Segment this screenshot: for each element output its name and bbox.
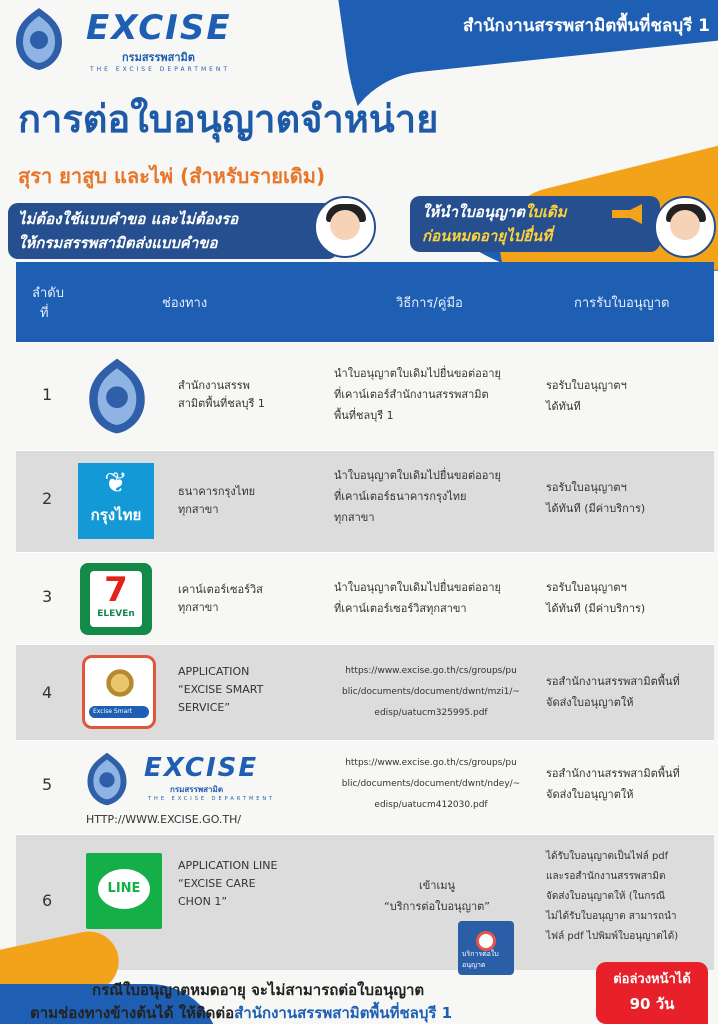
method-line: ที่เคาน์เตอร์เซอร์วิสทุกสาขา xyxy=(334,602,467,615)
channel-line: สำนักงานสรรพ xyxy=(178,379,250,392)
url-line[interactable]: https://www.excise.go.th/cs/groups/pu xyxy=(345,758,517,768)
receive-line: และรอสำนักงานสรรพสามิต xyxy=(546,871,666,882)
table-row xyxy=(16,342,714,450)
page-subtitle: สุรา ยาสูบ และไพ่ (สำหรับรายเดิม) xyxy=(18,164,326,188)
seven-digit-icon: 7 xyxy=(104,570,128,610)
excise-seal-icon xyxy=(10,6,68,72)
table-row xyxy=(16,740,714,834)
excise-logo-word: EXCISE xyxy=(86,8,232,48)
seven-eleven-logo-text: ELEVEn xyxy=(97,609,135,619)
header-order-line2: ที่ xyxy=(40,306,49,321)
line-app-icon xyxy=(86,853,162,929)
channel-line: “EXCISE CARE xyxy=(178,877,256,890)
url-line[interactable]: blic/documents/document/dwnt/ndey/~ xyxy=(341,779,521,789)
table-row xyxy=(16,644,714,740)
banner-right-line2: ก่อนหมดอายุไปยื่นที่ xyxy=(422,227,553,245)
excise-logo-english: THE EXCISE DEPARTMENT xyxy=(148,796,276,802)
footer-office-highlight: สำนักงานสรรพสามิตพื้นที่ชลบุรี 1 xyxy=(234,1004,453,1022)
receive-line: ไฟล์ pdf ไปพิมพ์ใบอนุญาตได้) xyxy=(546,931,679,942)
method-line: ที่เคาน์เตอร์สำนักงานสรรพสามิต xyxy=(334,388,489,401)
receive-line: จัดส่งใบอนุญาตให้ xyxy=(546,788,634,801)
channel-line: “EXCISE SMART xyxy=(178,683,264,696)
receive-line: รอสำนักงานสรรพสามิตพื้นที่ xyxy=(546,675,680,688)
method-line: ทุกสาขา xyxy=(334,511,375,524)
method-line: “บริการต่อใบอนุญาต” xyxy=(384,900,490,913)
method-line: นำใบอนุญาตใบเดิมไปยื่นขอต่ออายุ xyxy=(334,469,501,482)
row-receive xyxy=(546,577,714,619)
seven-eleven-logo xyxy=(80,563,152,635)
krungthai-logo-text: กรุงไทย xyxy=(90,506,142,524)
row-number: 2 xyxy=(42,489,53,508)
row-method xyxy=(362,875,512,917)
channel-line: ธนาคารกรุงไทย xyxy=(178,485,256,498)
receive-line: จัดส่งใบอนุญาตให้ (ในกรณี xyxy=(546,891,666,902)
table-row xyxy=(16,450,714,552)
channel-line: สามิตพื้นที่ชลบุรี 1 xyxy=(178,397,265,410)
row-method-url[interactable] xyxy=(334,753,528,816)
url-line[interactable]: edisp/uatucm325995.pdf xyxy=(374,708,488,718)
row-number: 3 xyxy=(42,587,53,606)
row-receive xyxy=(546,671,714,713)
page-title: การต่อใบอนุญาตจำหน่าย xyxy=(18,97,439,141)
mascot-girl-icon xyxy=(314,196,376,258)
channel-line: SERVICE” xyxy=(178,701,231,714)
receive-line: ได้ทันที (มีค่าบริการ) xyxy=(546,602,646,615)
table-header xyxy=(16,262,714,342)
row-number: 1 xyxy=(42,385,53,404)
excise-seal-icon xyxy=(82,355,152,437)
channel-line: APPLICATION LINE xyxy=(178,859,278,872)
row-channel xyxy=(178,377,265,413)
footer-note-text: ตามช่องทางข้างต้นได้ ให้ติดต่อ xyxy=(30,1004,235,1022)
banner-left-line2: ให้กรมสรรพสามิตส่งแบบคำขอ xyxy=(18,234,218,252)
banner-bring-license xyxy=(410,196,660,252)
excise-logo-word: EXCISE xyxy=(144,753,259,783)
receive-line: ได้ทันที (มีค่าบริการ) xyxy=(546,502,646,515)
channel-line: ทุกสาขา xyxy=(178,503,219,516)
table-row xyxy=(16,552,714,644)
channels-table xyxy=(16,262,714,970)
excise-logo xyxy=(144,753,275,802)
row-method-url[interactable] xyxy=(334,661,528,724)
krungthai-bank-logo xyxy=(78,463,154,539)
excise-seal-icon xyxy=(82,751,132,807)
excise-logo-thai: กรมสรรพสามิต xyxy=(170,785,224,794)
channel-line: เคาน์เตอร์เซอร์วิส xyxy=(178,583,263,596)
excise-crest-icon xyxy=(105,666,135,700)
header-order-line1: ลำดับ xyxy=(32,286,64,301)
excise-website-link[interactable]: HTTP://WWW.EXCISE.GO.TH/ xyxy=(86,813,242,826)
office-title: สำนักงานสรรพสามิตพื้นที่ชลบุรี 1 xyxy=(463,16,710,36)
row-channel xyxy=(178,663,263,717)
excise-logo-english: THE EXCISE DEPARTMENT xyxy=(90,66,231,73)
receive-line: จัดส่งใบอนุญาตให้ xyxy=(546,696,634,709)
method-line: นำใบอนุญาตใบเดิมไปยื่นขอต่ออายุ xyxy=(334,367,501,380)
footer-note-line2 xyxy=(30,1001,452,1024)
channel-line: CHON 1” xyxy=(178,895,228,908)
receive-line: รอรับใบอนุญาตฯ xyxy=(546,481,627,494)
row-channel xyxy=(178,857,277,911)
row-receive xyxy=(546,763,714,805)
excise-smart-service-app-icon xyxy=(82,655,156,729)
row-receive xyxy=(546,375,714,417)
method-line: เข้าเมนู xyxy=(419,879,455,892)
banner-left-line1: ไม่ต้องใช้แบบคำขอ และไม่ต้องรอ xyxy=(18,210,239,228)
row-method xyxy=(334,465,534,528)
renew-advance-badge xyxy=(596,962,708,1024)
excise-logo xyxy=(86,8,246,72)
receive-line: รอสำนักงานสรรพสามิตพื้นที่ xyxy=(546,767,680,780)
row-method xyxy=(334,577,534,619)
method-line: นำใบอนุญาตใบเดิมไปยื่นขอต่ออายุ xyxy=(334,581,501,594)
badge-line2: 90 วัน xyxy=(629,995,675,1013)
receive-line: รอรับใบอนุญาตฯ xyxy=(546,581,627,594)
receive-line: รอรับใบอนุญาตฯ xyxy=(546,379,627,392)
excise-logo-thai: กรมสรรพสามิต xyxy=(122,51,195,64)
header xyxy=(0,0,718,80)
row-channel xyxy=(178,581,263,617)
footer-note-line1: กรณีใบอนุญาตหมดอายุ จะไม่สามารถต่อใบอนุญาต xyxy=(92,981,425,999)
channel-line: APPLICATION xyxy=(178,665,250,678)
receive-line: ไม่ได้รับใบอนุญาต สามารถนำ xyxy=(546,911,677,922)
banner-right-text-a: ให้นำใบอนุญาต xyxy=(422,203,525,221)
header-receive: การรับใบอนุญาต xyxy=(574,296,670,311)
banner-right-highlight: ใบเดิม xyxy=(524,203,567,221)
row-number: 5 xyxy=(42,775,53,794)
url-line[interactable]: https://www.excise.go.th/cs/groups/pu xyxy=(345,666,517,676)
row-number: 4 xyxy=(42,683,53,702)
banner-no-form xyxy=(8,203,338,259)
receive-line: ได้รับใบอนุญาตเป็นไฟล์ pdf xyxy=(546,851,669,862)
method-line: พื้นที่ชลบุรี 1 xyxy=(334,409,394,422)
badge-line1: ต่อล่วงหน้าได้ xyxy=(613,972,691,987)
table-row xyxy=(16,834,714,970)
header-channel: ช่องทาง xyxy=(162,296,208,311)
service-icon-label: บริการต่อใบอนุญาต xyxy=(462,950,499,969)
row-receive xyxy=(546,477,714,519)
krungthai-bird-icon: ❦ xyxy=(104,466,128,499)
channel-line: ทุกสาขา xyxy=(178,601,219,614)
smart-service-label: Excise Smart Service xyxy=(89,706,149,718)
line-logo-text: LINE xyxy=(98,869,150,909)
url-line[interactable]: blic/documents/document/dwnt/mzi1/~ xyxy=(342,687,520,697)
receive-line: ได้ทันที xyxy=(546,400,581,413)
license-service-menu-icon xyxy=(458,921,514,975)
row-channel xyxy=(178,483,255,519)
header-method: วิธีการ/คู่มือ xyxy=(396,296,463,311)
method-line: ที่เคาน์เตอร์ธนาคารกรุงไทย xyxy=(334,490,467,503)
row-receive xyxy=(546,847,714,947)
url-line[interactable]: edisp/uatucm412030.pdf xyxy=(374,800,488,810)
mascot-boy-icon xyxy=(654,196,716,258)
row-number: 6 xyxy=(42,891,53,910)
row-method xyxy=(334,363,534,426)
